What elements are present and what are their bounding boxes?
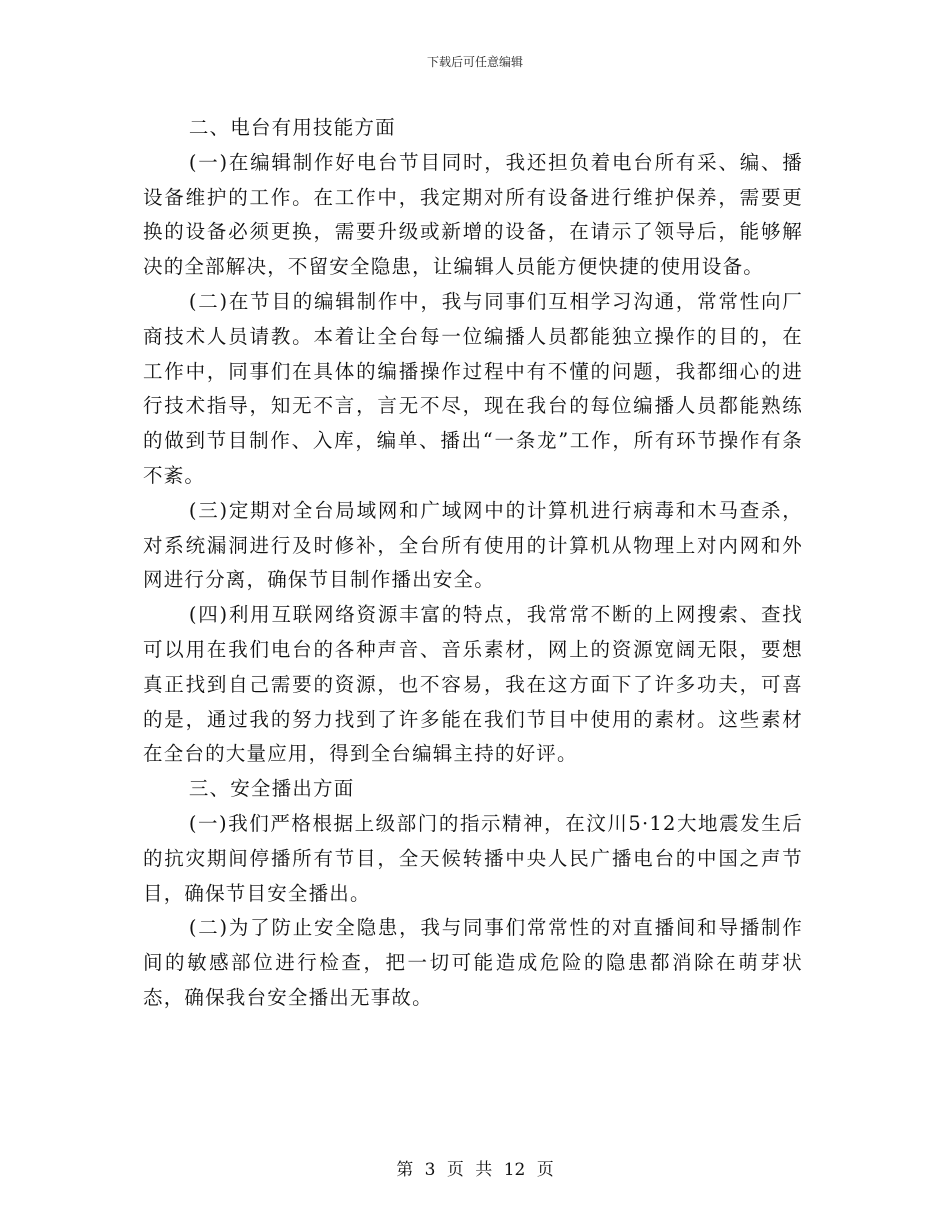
section-heading-skills: 二、电台有用技能方面 [188, 116, 396, 139]
paragraph-virus-protection: (三)定期对全台局域网和广域网中的计算机进行病毒和木马查杀，对系统漏洞进行及时修补，全台所有使用的计算机从物理上对内网和外网进行分离，确保节目制作播出安全。 [143, 498, 803, 592]
document-body [143, 111, 803, 1016]
paragraph-internet-resources: (四)利用互联网络资源丰富的特点，我常常不断的上网搜索、查找可以用在我们电台的各种声音、音乐素材，网上的资源宽阔无限，要想真正找到自己需要的资源，也不容易，我在这方面下了许多功夫，可喜的是，通过我的努力找到了许多能在我们节目中使用的素材。这些素材在全台的大量应用，得到全台编辑主持的好评。 [143, 603, 803, 766]
page-header-note: 下载后可任意编辑 [426, 55, 523, 69]
paragraph-safety-inspection: (二)为了防止安全隐患，我与同事们常常性的对直播间和导播制作间的敏感部位进行检查，把一切可能造成危险的隐患都消除在萌芽状态，确保我台安全播出无事故。 [143, 916, 803, 1009]
paragraph-equipment-maintenance: (一)在编辑制作好电台节目同时，我还担负着电台所有采、编、播设备维护的工作。在工作中，我定期对所有设备进行维护保养，需要更换的设备必须更换，需要升级或新增的设备，在请示了领导后，能够解决的全部解决，不留安全隐患，让编辑人员能方便快捷的使用设备。 [143, 150, 803, 279]
section-heading-safety: 三、安全播出方面 [188, 777, 355, 801]
paragraph-earthquake-broadcast: (一)我们严格根据上级部门的指示精神，在汶川5·12大地震发生后的抗灾期间停播所有节目，全天候转播中央人民广播电台的中国之声节目，确保节目安全播出。 [143, 811, 803, 905]
paragraph-editing-guidance: (二)在节目的编辑制作中，我与同事们互相学习沟通，常常性向厂商技术人员请教。本着让全台每一位编播人员都能独立操作的目的，在工作中，同事们在具体的编播操作过程中有不懂的问题，我都细心的进行技术指导，知无不言，言无不尽，现在我台的每位编播人员都能熟练的做到节目制作、入库，编单、播出“一条龙”工作，所有环节操作有条不紊。 [143, 289, 803, 487]
page-number-footer: 第 3 页 共 12 页 [396, 1160, 554, 1180]
